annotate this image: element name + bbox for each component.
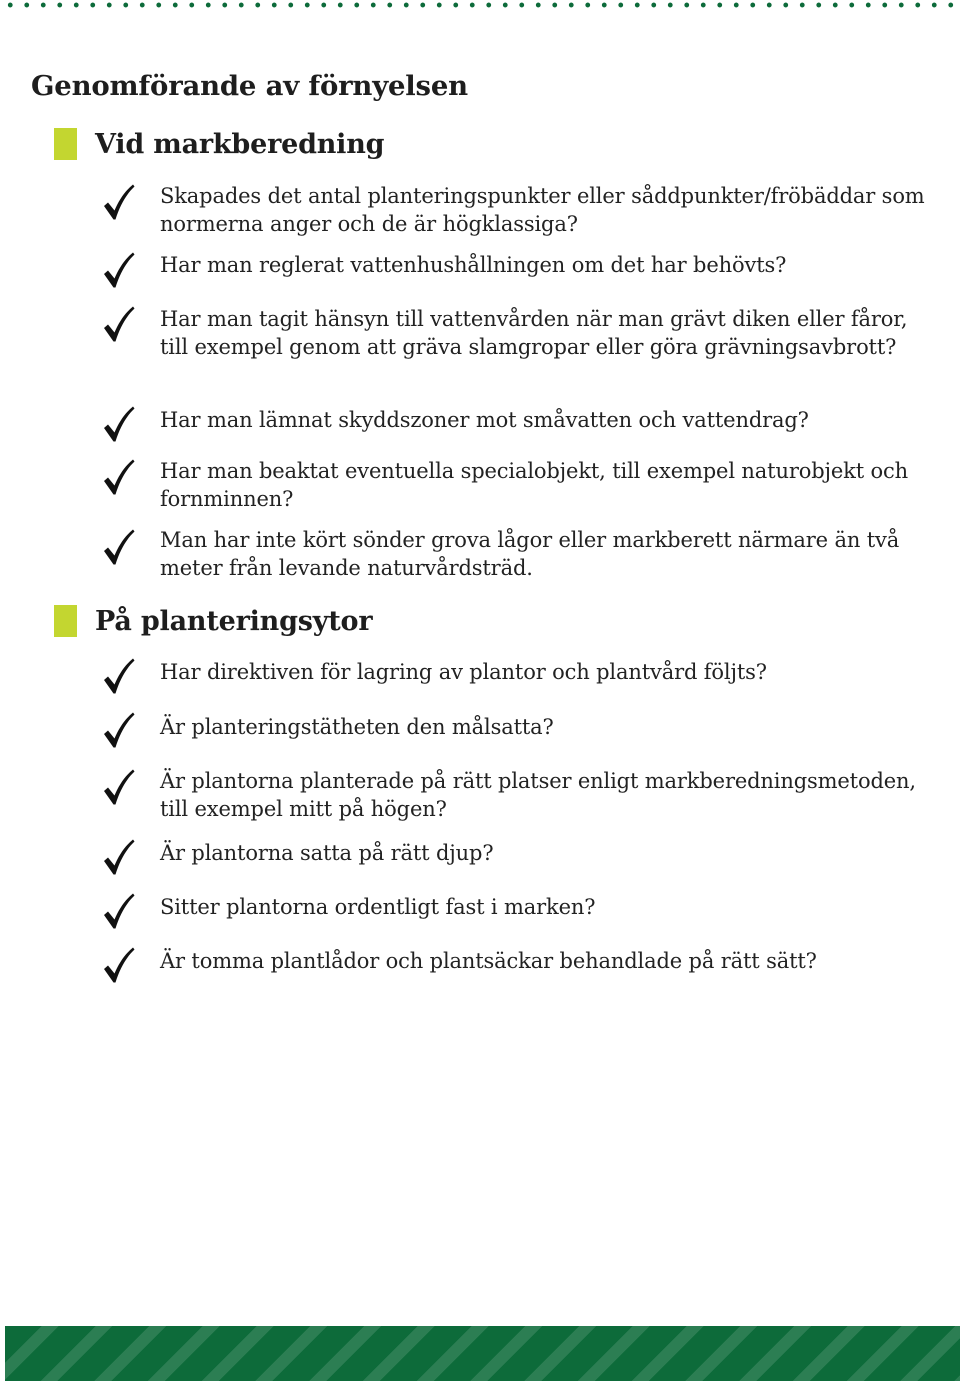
- section-heading-vid-markberedning: [54, 128, 384, 160]
- check-icon: [101, 892, 137, 932]
- check-icon: [101, 305, 137, 345]
- checklist-item: Skapades det antal planteringspunkter eller såddpunkter/fröbäddar som normerna anger och de är högklassiga?: [160, 184, 925, 236]
- checklist-item: Man har inte kört sönder grova lågor eller markberett närmare än två meter från levande naturvårdsträd.: [160, 528, 900, 580]
- page-title: Genomförande av förnyelsen: [31, 70, 468, 102]
- section-title: Vid markberedning: [95, 128, 385, 160]
- check-icon: [101, 838, 137, 878]
- check-icon: [101, 711, 137, 751]
- check-icon: [101, 251, 137, 291]
- checklist-item: Är plantorna planterade på rätt platser enligt markberedningsmetoden, till exempel mitt på högen?: [160, 769, 916, 821]
- checklist-item: Har man tagit hänsyn till vattenvården när man grävt diken eller fåror, till exempel genom att gräva slamgropar eller göra grävningsavbrott?: [160, 307, 908, 359]
- footer-stripe-band: [5, 1326, 960, 1381]
- section-heading-pa-planteringsytor: [54, 605, 372, 637]
- checklist-item: Sitter plantorna ordentligt fast i marken?: [160, 895, 596, 919]
- section-marker: [54, 128, 77, 160]
- checklist-item: Har man reglerat vattenhushållningen om det har behövts?: [160, 253, 787, 277]
- checklist-item: Är plantorna satta på rätt djup?: [160, 841, 494, 865]
- checklist-item: Är planteringstätheten den målsatta?: [160, 715, 554, 739]
- section-title: På planteringsytor: [95, 605, 373, 637]
- check-icon: [101, 183, 137, 223]
- checklist-item: Är tomma plantlådor och plantsäckar behandlade på rätt sätt?: [160, 949, 817, 973]
- check-icon: [101, 528, 137, 568]
- top-dotted-border: [0, 0, 960, 10]
- check-icon: [101, 657, 137, 697]
- section-marker: [54, 605, 77, 637]
- check-icon: [101, 405, 137, 445]
- checklist-item: Har direktiven för lagring av plantor och plantvård följts?: [160, 660, 767, 684]
- check-icon: [101, 458, 137, 498]
- check-icon: [101, 946, 137, 986]
- checklist-item: Har man beaktat eventuella specialobjekt, till exempel naturobjekt och fornminnen?: [160, 459, 909, 511]
- checklist-item: Har man lämnat skyddszoner mot småvatten och vattendrag?: [160, 408, 809, 432]
- check-icon: [101, 768, 137, 808]
